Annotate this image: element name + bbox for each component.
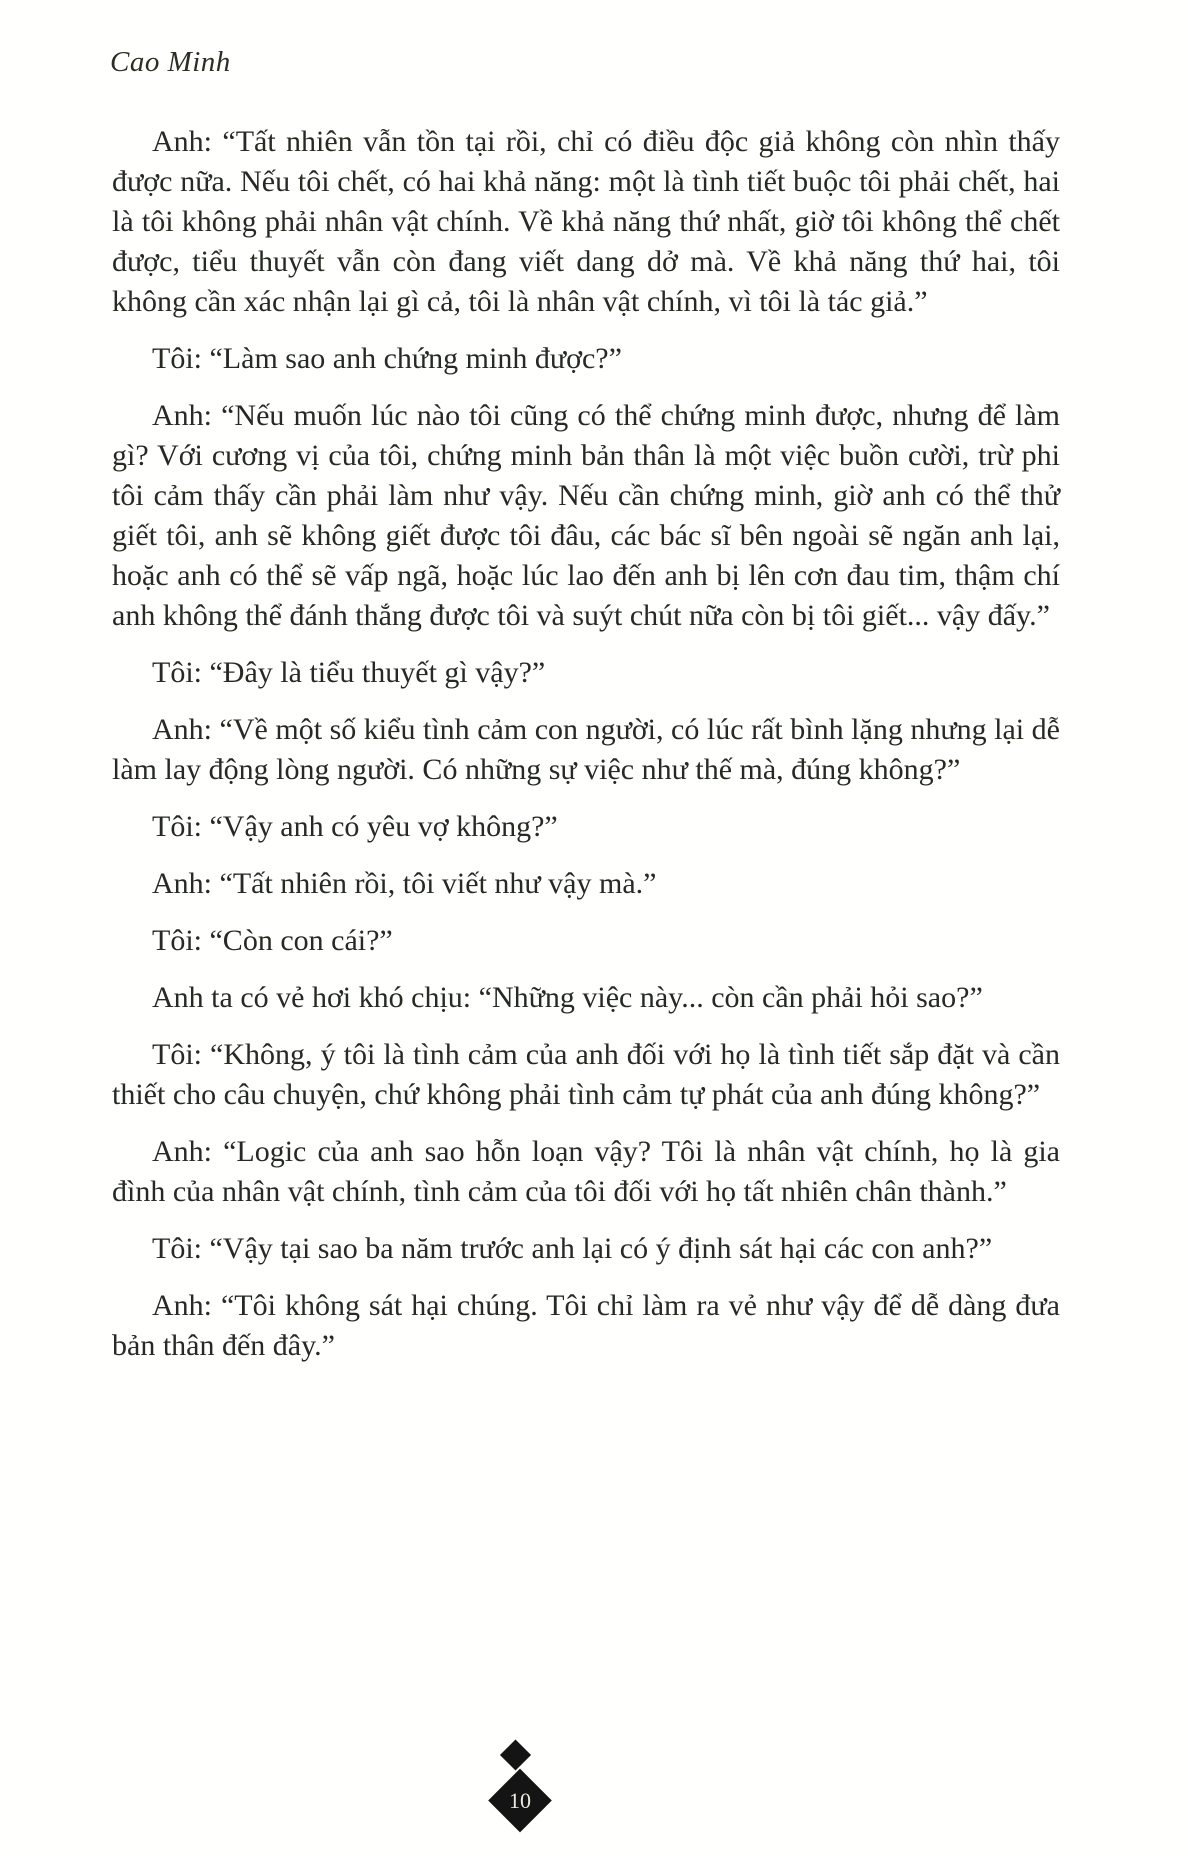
body-text xyxy=(112,122,1060,1383)
paragraph: Tôi: “Vậy tại sao ba năm trước anh lại có ý định sát hại các con anh?” xyxy=(152,1232,993,1265)
paragraph: Anh ta có vẻ hơi khó chịu: “Những việc này... còn cần phải hỏi sao?” xyxy=(152,981,983,1014)
page-number-diamond-icon xyxy=(488,1769,552,1833)
page-footer xyxy=(498,1744,543,1823)
running-header-author: Cao Minh xyxy=(110,46,231,78)
paragraph: Anh: “Về một số kiểu tình cảm con người, có lúc rất bình lặng nhưng lại dễ làm lay động lòng người. Có những sự việc như thế mà, đúng không?” xyxy=(112,713,1060,786)
paragraph: Tôi: “Đây là tiểu thuyết gì vậy?” xyxy=(152,656,546,689)
paragraph: Anh: “Tôi không sát hại chúng. Tôi chỉ làm ra vẻ như vậy để dễ dàng đưa bản thân đến đây.” xyxy=(112,1289,1060,1362)
paragraph: Anh: “Logic của anh sao hỗn loạn vậy? Tôi là nhân vật chính, họ là gia đình của nhân vật chính, tình cảm của tôi đối với họ tất nhiên chân thành.” xyxy=(112,1135,1060,1208)
paragraph: Anh: “Tất nhiên vẫn tồn tại rồi, chỉ có điều độc giả không còn nhìn thấy được nữa. Nếu tôi chết, có hai khả năng: một là tình tiết buộc tôi phải chết, hai là tôi không phải nhân vật chính. Về khả năng thứ nhất, giờ tôi không thể chết được, tiểu thuyết vẫn còn đang viết dang dở mà. Về khả năng thứ hai, tôi không cần xác nhận lại gì cả, tôi là nhân vật chính, vì tôi là tác giả.” xyxy=(112,125,1060,318)
paragraph: Tôi: “Không, ý tôi là tình cảm của anh đối với họ là tình tiết sắp đặt và cần thiết cho câu chuyện, chứ không phải tình cảm tự phát của anh đúng không?” xyxy=(112,1038,1060,1111)
paragraph: Anh: “Tất nhiên rồi, tôi viết như vậy mà.” xyxy=(152,867,657,900)
paragraph: Tôi: “Làm sao anh chứng minh được?” xyxy=(152,342,622,375)
paragraph: Anh: “Nếu muốn lúc nào tôi cũng có thể chứng minh được, nhưng để làm gì? Với cương vị của tôi, chứng minh bản thân là một việc buồn cười, trừ phi tôi cảm thấy cần phải làm như vậy. Nếu cần chứng minh, giờ anh có thể thử giết tôi, anh sẽ không giết được tôi đâu, các bác sĩ bên ngoài sẽ ngăn anh lại, hoặc anh có thể sẽ vấp ngã, hoặc lúc lao đến anh bị lên cơn đau tim, thậm chí anh không thể đánh thắng được tôi và suýt chút nữa còn bị tôi giết... vậy đấy.” xyxy=(112,399,1060,632)
paragraph: Tôi: “Vậy anh có yêu vợ không?” xyxy=(152,810,558,843)
diamond-ornament-icon xyxy=(499,1739,530,1770)
paragraph: Tôi: “Còn con cái?” xyxy=(152,924,393,957)
page-number: 10 xyxy=(509,1787,531,1813)
